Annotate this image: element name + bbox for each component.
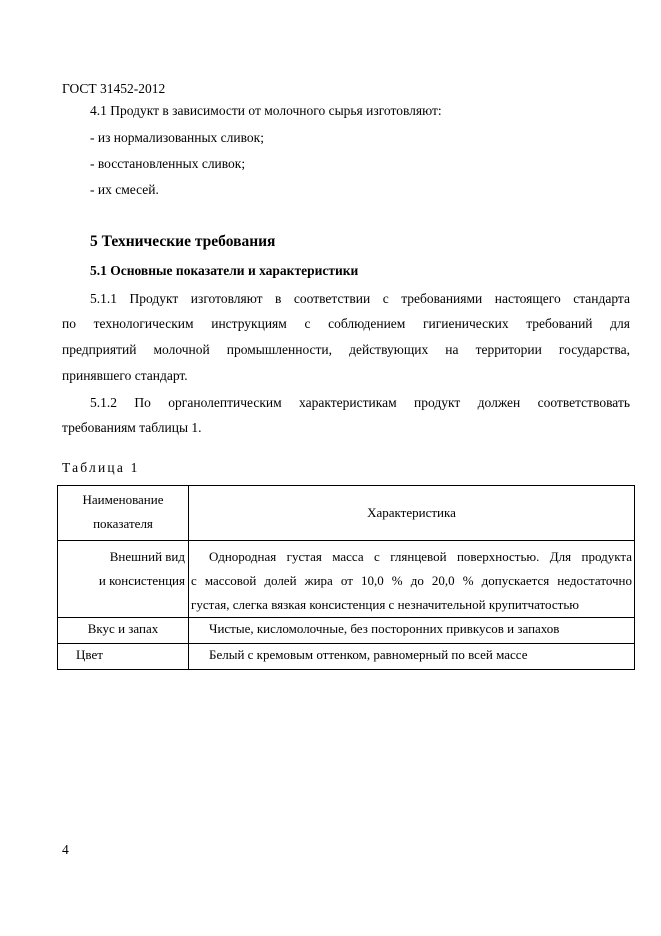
paragraph-5-1-2-line: 5.1.2 По органолептическим характеристикам продукт должен соответствовать xyxy=(90,395,630,410)
paragraph-4-1: 4.1 Продукт в зависимости от молочного сырья изготовляют: xyxy=(90,103,442,118)
list-item: - из нормализованных сливок; xyxy=(90,130,264,145)
paragraph-5-1-2-line: требованиям таблицы 1. xyxy=(62,420,202,435)
paragraph-5-1-1-line: 5.1.1 Продукт изготовляют в соответствии с требованиями настоящего стандарта xyxy=(90,291,630,306)
page-number: 4 xyxy=(62,842,69,857)
characteristic-cell xyxy=(189,541,635,618)
characteristic-line: Однородная густая масса с глянцевой поверхностью. Для продукта xyxy=(209,549,632,564)
section-title: 5 Технические требования xyxy=(90,233,276,250)
header-label: Наименование xyxy=(82,492,164,507)
characteristic-cell: Чистые, кисломолочные, без посторонних привкусов и запахов xyxy=(189,618,635,644)
header-cell-indicator xyxy=(58,486,189,541)
list-item: - их смесей. xyxy=(90,182,159,197)
table-row xyxy=(58,618,635,644)
characteristic-line: с массовой долей жира от 10,0 % до 20,0 % допускается недостаточно xyxy=(191,573,632,588)
table-row xyxy=(58,644,635,670)
organoleptic-table xyxy=(57,485,635,670)
table-caption: Таблица 1 xyxy=(62,460,140,475)
list-item: - восстановленных сливок; xyxy=(90,156,246,171)
header-label: показателя xyxy=(93,516,153,531)
indicator-cell: Вкус и запах xyxy=(58,618,189,644)
indicator-cell xyxy=(58,541,189,618)
indicator-cell: Цвет xyxy=(58,644,189,670)
characteristic-cell: Белый с кремовым оттенком, равномерный по всей массе xyxy=(189,644,635,670)
table-header-row xyxy=(58,486,635,541)
paragraph-5-1-1-line: по технологическим инструкциям с соблюдением гигиенических требований для xyxy=(62,316,630,331)
paragraph-5-1-1-line: предприятий молочной промышленности, действующих на территории государства, xyxy=(62,342,630,357)
paragraph-5-1-1-line: принявшего стандарт. xyxy=(62,368,188,383)
document-header: ГОСТ 31452-2012 xyxy=(62,81,166,96)
characteristic-line: густая, слегка вязкая консистенция с незначительной крупитчатостью xyxy=(191,597,579,612)
indicator-label: и консистенция xyxy=(98,573,185,588)
table-row xyxy=(58,541,635,618)
subsection-title: 5.1 Основные показатели и характеристики xyxy=(90,263,359,278)
header-cell-characteristic: Характеристика xyxy=(189,486,635,541)
indicator-label: Внешний вид xyxy=(109,549,185,564)
